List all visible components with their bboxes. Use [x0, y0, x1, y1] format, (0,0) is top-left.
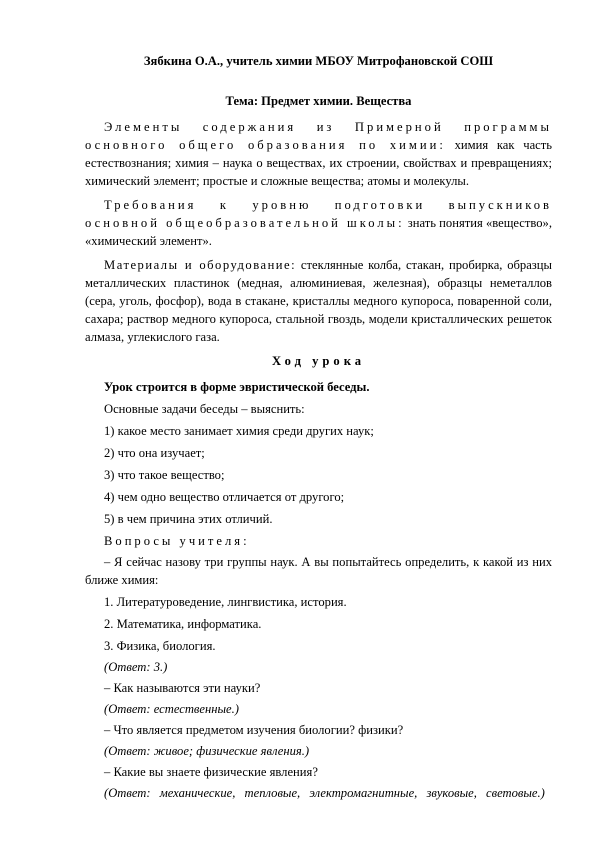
questions-title: Вопросы учителя: [104, 534, 250, 548]
question-2: – Как называются эти науки? [104, 681, 261, 695]
author-line: Зябкина О.А., учитель химии МБОУ Митрофановской СОШ [143, 54, 494, 68]
task-item: 2) что она изучает; [104, 446, 205, 460]
requirements-text: знать понятия «вещество», «химический элемент». [85, 216, 552, 248]
content-elements-lead: Элементы содержания из Примерной программы основного общего образования по химии: [85, 120, 552, 152]
lesson-form: Урок строится в форме эвристической беседы. [104, 380, 370, 394]
science-group-item: 2. Математика, информатика. [104, 617, 262, 631]
task-item: 3) что такое вещество; [104, 468, 225, 482]
science-group-item: 3. Физика, биология. [104, 639, 216, 653]
task-item: 5) в чем причина этих отличий. [104, 512, 273, 526]
content-elements-text: химия как часть естествознания; химия – наука о веществах, их строении, свойствах и превращениях; химический элемент; простые и сложные вещества; атомы и молекулы. [85, 138, 552, 188]
answer-4: (Ответ: механические, тепловые, электромагнитные, звуковые, световые.) [104, 786, 545, 800]
answer-1: (Ответ: 3.) [104, 660, 168, 674]
topic-title: Тема: Предмет химии. Вещества [225, 94, 412, 108]
task-item: 1) какое место занимает химия среди других наук; [104, 424, 374, 438]
materials-lead: Материалы и оборудование: [104, 258, 297, 272]
answer-2: (Ответ: естественные.) [104, 702, 239, 716]
question-3: – Что является предметом изучения биологии? физики? [104, 723, 404, 737]
content-elements-paragraph [85, 118, 552, 190]
tasks-intro: Основные задачи беседы – выяснить: [104, 402, 305, 416]
requirements-paragraph [85, 196, 552, 250]
task-item: 4) чем одно вещество отличается от другого; [104, 490, 345, 504]
question-1: – Я сейчас назову три группы наук. А вы попытайтесь определить, к какой из них ближе химия: [85, 555, 552, 587]
lesson-title: Ход урока [271, 354, 366, 368]
requirements-lead: Требования к уровню подготовки выпускников основной общеобразовательной школы: [85, 198, 552, 230]
document-content [85, 52, 552, 802]
answer-3: (Ответ: живое; физические явления.) [104, 744, 310, 758]
science-group-item: 1. Литературоведение, лингвистика, история. [104, 595, 347, 609]
materials-paragraph [85, 256, 552, 346]
materials-text: стеклянные колба, стакан, пробирка, образцы металлических пластинок (медная, алюминиевая, железная), образцы неметаллов (сера, уголь, фосфор), вода в стакане, кристаллы медного купороса, поваренной соли, сахара; раствор медного купороса, стальной гвоздь, модели кристаллических решеток алмаза, углекислого газа. [85, 258, 552, 344]
question-4: – Какие вы знаете физические явления? [104, 765, 318, 779]
